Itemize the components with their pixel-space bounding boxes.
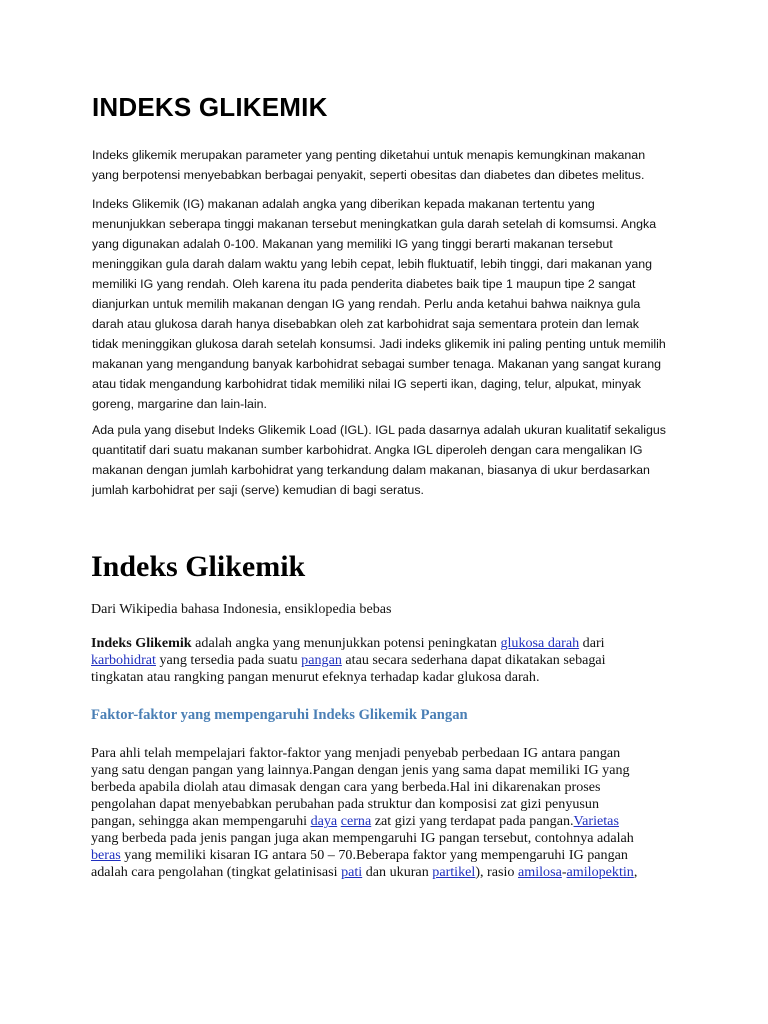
text-line bbox=[91, 864, 691, 881]
text-line bbox=[91, 635, 691, 652]
text-run: - bbox=[561, 864, 567, 880]
text-line: makanan yang mengandung banyak karbohidrat sebagai sumber tenaga. Makanan yang sangat kurang bbox=[92, 357, 661, 371]
paragraph-igl bbox=[92, 420, 682, 500]
text-line: darah atau glukosa darah hanya disebabkan oleh zat karbohidrat saja sementara protein dan lemak bbox=[92, 317, 639, 331]
wiki-body-paragraph bbox=[91, 745, 691, 881]
wiki-title: Indeks Glikemik bbox=[91, 550, 306, 583]
text-line bbox=[91, 813, 691, 830]
doc-title: INDEKS GLIKEMIK bbox=[92, 92, 328, 122]
text-line: Ada pula yang disebut Indeks Glikemik Load (IGL). IGL pada dasarnya adalah ukuran kualitatif sekaligus bbox=[92, 423, 666, 437]
text-line bbox=[91, 847, 691, 864]
text-run: pangan, sehingga akan mempengaruhi bbox=[91, 813, 311, 829]
link-pangan[interactable]: pangan bbox=[301, 652, 342, 668]
text-line: makanan dengan jumlah karbohidrat yang terkandung dalam makanan, biasanya di ukur berdasarkan bbox=[92, 463, 650, 477]
link-amilosa[interactable]: amilosa bbox=[517, 864, 562, 880]
text-line: tidak meninggikan glukosa darah setelah konsumsi. Jadi indeks glikemik ini paling penting untuk memilih bbox=[92, 337, 666, 351]
text-line: Para ahli telah mempelajari faktor-faktor yang menjadi penyebab perbedaan IG antara pangan bbox=[91, 745, 621, 761]
text-line: yang berbeda pada jenis pangan juga akan mempengaruhi IG pangan tersebut, contohnya adalah bbox=[91, 830, 634, 846]
text-line: yang digunakan adalah 0-100. Makanan yang memiliki IG yang tinggi berarti makanan tersebut bbox=[92, 237, 613, 251]
source-text: Dari Wikipedia bahasa Indonesia, ensiklopedia bebas bbox=[91, 601, 392, 617]
wiki-intro-paragraph bbox=[91, 635, 691, 686]
section-heading: Faktor-faktor yang mempengaruhi Indeks Glikemik Pangan bbox=[91, 707, 468, 723]
text-line: quantitatif dari suatu makanan sumber karbohidrat. Angka IGL diperoleh dengan cara mengalikan IG bbox=[92, 443, 643, 457]
paragraph-intro bbox=[92, 145, 682, 185]
text-line bbox=[91, 652, 691, 669]
text-run: zat gizi yang terdapat pada pangan. bbox=[371, 813, 574, 829]
text-line: yang satu dengan pangan yang lainnya.Pangan dengan jenis yang sama dapat memiliki IG yang bbox=[91, 762, 630, 778]
text-line: yang berpotensi menyebabkan berbagai penyakit, seperti obesitas dan diabetes dan dibetes melitus. bbox=[92, 168, 645, 182]
text-line: goreng, margarine dan lain-lain. bbox=[92, 397, 267, 411]
link-cerna[interactable]: cerna bbox=[340, 813, 372, 829]
link-beras[interactable]: beras bbox=[91, 847, 121, 863]
text-run: atau secara sederhana dapat dikatakan sebagai bbox=[341, 652, 606, 668]
text-line: menunjukkan seberapa tinggi makanan tersebut meningkatkan gula darah setelah di komsumsi. Angka bbox=[92, 217, 657, 231]
term-bold: Indeks Glikemik bbox=[91, 635, 192, 651]
text-run: adalah angka yang menunjukkan potensi peningkatan bbox=[191, 635, 501, 651]
link-varietas[interactable]: Varietas bbox=[573, 813, 619, 829]
text-line: jumlah karbohidrat per saji (serve) kemudian di bagi seratus. bbox=[92, 483, 424, 497]
text-line: Indeks Glikemik (IG) makanan adalah angka yang diberikan kepada makanan tertentu yang bbox=[92, 197, 595, 211]
link-partikel[interactable]: partikel bbox=[432, 864, 476, 880]
text-run: dari bbox=[579, 635, 605, 651]
text-line: Indeks glikemik merupakan parameter yang penting diketahui untuk menapis kemungkinan makanan bbox=[92, 148, 646, 162]
text-line: meninggikan gula darah dalam waktu yang lebih cepat, lebih fluktuatif, lebih tinggi, dari makanan yang bbox=[92, 257, 652, 271]
text-run: ), rasio bbox=[475, 864, 518, 880]
text-line: pengolahan dapat menyebabkan perubahan pada struktur dan komposisi zat gizi penyusun bbox=[91, 796, 600, 812]
wiki-source-note bbox=[91, 601, 691, 618]
text-run: , bbox=[633, 864, 638, 880]
text-run: yang memiliki kisaran IG antara 50 – 70.Beberapa faktor yang mempengaruhi IG pangan bbox=[120, 847, 628, 863]
text-run: adalah cara pengolahan (tingkat gelatinisasi bbox=[91, 864, 342, 880]
paragraph-ig-definition bbox=[92, 194, 682, 414]
text-run: yang tersedia pada suatu bbox=[155, 652, 302, 668]
text-line: memiliki IG yang rendah. Oleh karena itu pada penderita diabetes baik tipe 1 maupun tipe 2 sangat bbox=[92, 277, 636, 291]
link-karbohidrat[interactable]: karbohidrat bbox=[91, 652, 156, 668]
text-line: berbeda apabila diolah atau dimasak dengan cara yang berbeda.Hal ini dikarenakan proses bbox=[91, 779, 601, 795]
text-line: atau tidak mengandung karbohidrat tidak memiliki nilai IG seperti ikan, daging, telur, alpukat, minyak bbox=[92, 377, 641, 391]
text-line: tingkatan atau rangking pangan menurut efeknya terhadap kadar glukosa darah. bbox=[91, 669, 540, 685]
link-glukosa-darah[interactable]: glukosa darah bbox=[500, 635, 580, 651]
link-daya[interactable]: daya bbox=[310, 813, 338, 829]
link-pati[interactable]: pati bbox=[341, 864, 363, 880]
text-line: dianjurkan untuk memilih makanan dengan IG yang rendah. Perlu anda ketahui bahwa naiknya gula bbox=[92, 297, 641, 311]
text-run: dan ukuran bbox=[362, 864, 433, 880]
link-amilopektin[interactable]: amilopektin bbox=[566, 864, 634, 880]
